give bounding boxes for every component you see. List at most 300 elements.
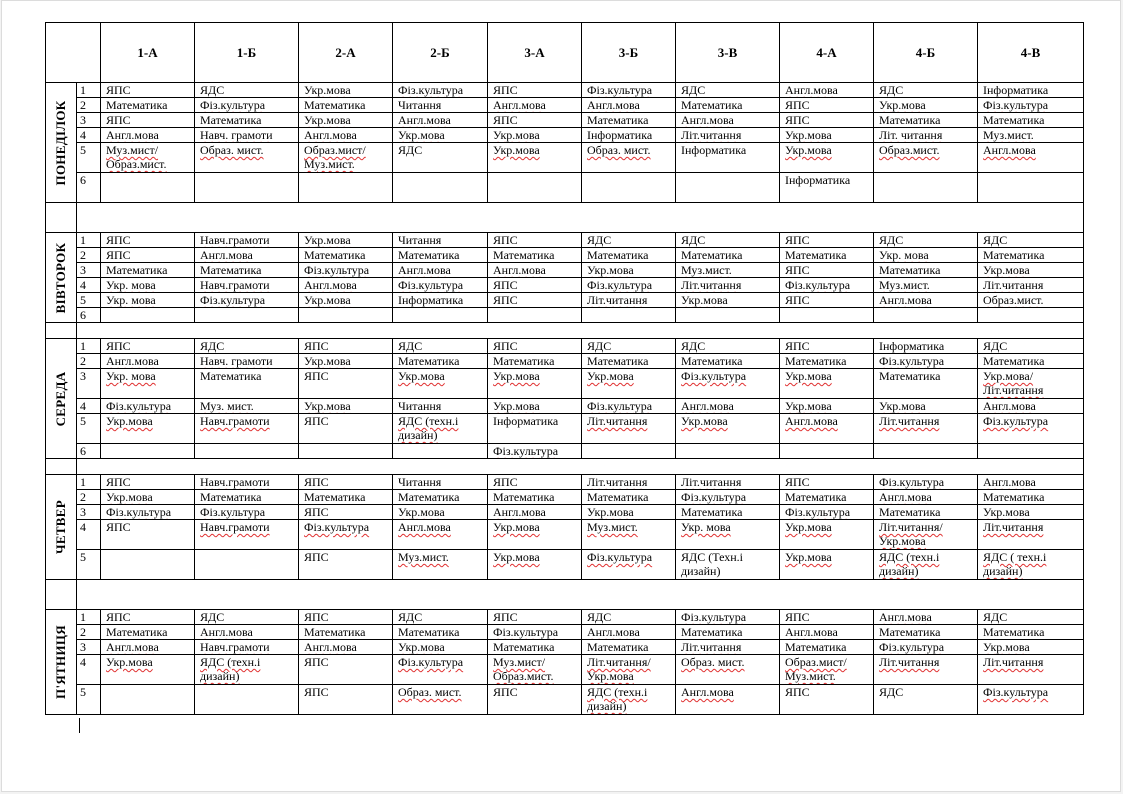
lesson-cell[interactable] [195,83,299,98]
lesson-cell[interactable] [676,520,780,550]
lesson-cell[interactable] [488,685,582,715]
lesson-cell[interactable] [195,369,299,399]
lesson-cell[interactable] [488,399,582,414]
lesson-cell[interactable] [780,278,874,293]
lesson-cell[interactable] [874,520,978,550]
lesson-cell[interactable] [676,263,780,278]
lesson-cell[interactable] [488,475,582,490]
lesson-cell[interactable] [874,399,978,414]
lesson-cell[interactable] [195,278,299,293]
lesson-cell[interactable] [195,475,299,490]
lesson-cell[interactable] [780,233,874,248]
lesson-cell[interactable] [582,369,676,399]
lesson-cell[interactable] [101,520,195,550]
lesson-cell[interactable] [874,308,978,323]
lesson-cell[interactable] [101,505,195,520]
lesson-cell[interactable] [676,128,780,143]
lesson-cell[interactable] [101,625,195,640]
lesson-cell[interactable] [780,308,874,323]
lesson-cell[interactable] [780,173,874,203]
lesson-cell[interactable] [299,444,393,459]
lesson-cell[interactable] [393,640,488,655]
lesson-cell[interactable] [393,98,488,113]
lesson-cell[interactable] [978,490,1084,505]
lesson-cell[interactable] [488,640,582,655]
lesson-cell[interactable] [874,98,978,113]
lesson-cell[interactable] [676,640,780,655]
lesson-cell[interactable] [101,414,195,444]
lesson-cell[interactable] [488,83,582,98]
lesson-cell[interactable] [582,308,676,323]
lesson-cell[interactable] [978,339,1084,354]
lesson-cell[interactable] [978,610,1084,625]
lesson-cell[interactable] [978,414,1084,444]
lesson-cell[interactable] [195,293,299,308]
lesson-cell[interactable] [978,173,1084,203]
lesson-cell[interactable] [780,339,874,354]
lesson-cell[interactable] [978,685,1084,715]
lesson-cell[interactable] [393,143,488,173]
lesson-cell[interactable] [393,550,488,580]
lesson-number[interactable]: 5 [77,293,101,308]
lesson-cell[interactable] [393,128,488,143]
lesson-cell[interactable] [195,113,299,128]
lesson-cell[interactable] [195,655,299,685]
lesson-cell[interactable] [393,233,488,248]
lesson-cell[interactable] [101,339,195,354]
lesson-cell[interactable] [874,369,978,399]
lesson-cell[interactable] [393,475,488,490]
lesson-cell[interactable] [195,520,299,550]
lesson-cell[interactable] [393,339,488,354]
lesson-cell[interactable] [299,308,393,323]
lesson-cell[interactable] [488,173,582,203]
lesson-cell[interactable] [780,263,874,278]
lesson-cell[interactable] [488,128,582,143]
lesson-cell[interactable] [101,369,195,399]
lesson-cell[interactable] [101,475,195,490]
lesson-cell[interactable] [676,505,780,520]
lesson-cell[interactable] [488,444,582,459]
lesson-cell[interactable] [582,414,676,444]
lesson-cell[interactable] [780,354,874,369]
lesson-cell[interactable] [780,444,874,459]
lesson-cell[interactable] [101,83,195,98]
lesson-cell[interactable] [780,505,874,520]
lesson-number[interactable]: 4 [77,655,101,685]
lesson-cell[interactable] [101,490,195,505]
lesson-number[interactable]: 5 [77,550,101,580]
lesson-cell[interactable] [195,505,299,520]
lesson-number[interactable]: 3 [77,640,101,655]
lesson-cell[interactable] [978,640,1084,655]
lesson-cell[interactable] [582,505,676,520]
lesson-cell[interactable] [874,640,978,655]
lesson-number[interactable]: 5 [77,414,101,444]
lesson-cell[interactable] [195,550,299,580]
lesson-cell[interactable] [393,625,488,640]
lesson-cell[interactable] [582,278,676,293]
lesson-cell[interactable] [874,128,978,143]
lesson-cell[interactable] [978,128,1084,143]
lesson-cell[interactable] [874,475,978,490]
lesson-cell[interactable] [299,640,393,655]
lesson-cell[interactable] [676,655,780,685]
lesson-cell[interactable] [488,339,582,354]
lesson-cell[interactable] [299,248,393,263]
lesson-cell[interactable] [676,399,780,414]
lesson-number[interactable]: 1 [77,339,101,354]
lesson-cell[interactable] [195,610,299,625]
lesson-cell[interactable] [101,399,195,414]
lesson-cell[interactable] [676,354,780,369]
lesson-number[interactable]: 3 [77,263,101,278]
lesson-cell[interactable] [874,233,978,248]
lesson-cell[interactable] [195,444,299,459]
lesson-cell[interactable] [101,444,195,459]
lesson-cell[interactable] [582,475,676,490]
lesson-cell[interactable] [874,263,978,278]
lesson-cell[interactable] [978,308,1084,323]
lesson-cell[interactable] [299,414,393,444]
lesson-cell[interactable] [299,685,393,715]
lesson-cell[interactable] [582,399,676,414]
lesson-cell[interactable] [299,625,393,640]
lesson-cell[interactable] [488,625,582,640]
lesson-cell[interactable] [299,505,393,520]
lesson-cell[interactable] [299,520,393,550]
lesson-cell[interactable] [488,233,582,248]
lesson-cell[interactable] [393,83,488,98]
lesson-cell[interactable] [780,655,874,685]
lesson-cell[interactable] [978,505,1084,520]
lesson-cell[interactable] [393,354,488,369]
lesson-cell[interactable] [393,293,488,308]
lesson-cell[interactable] [676,83,780,98]
lesson-cell[interactable] [393,308,488,323]
lesson-number[interactable]: 6 [77,308,101,323]
lesson-cell[interactable] [488,655,582,685]
lesson-cell[interactable] [101,293,195,308]
lesson-cell[interactable] [488,610,582,625]
lesson-cell[interactable] [780,248,874,263]
lesson-cell[interactable] [101,610,195,625]
lesson-cell[interactable] [978,263,1084,278]
lesson-cell[interactable] [978,98,1084,113]
lesson-cell[interactable] [582,173,676,203]
lesson-cell[interactable] [582,550,676,580]
lesson-cell[interactable] [393,278,488,293]
lesson-cell[interactable] [780,475,874,490]
lesson-cell[interactable] [393,520,488,550]
lesson-cell[interactable] [488,354,582,369]
lesson-cell[interactable] [874,414,978,444]
lesson-number[interactable]: 3 [77,505,101,520]
lesson-cell[interactable] [488,520,582,550]
lesson-number[interactable]: 2 [77,248,101,263]
lesson-number[interactable]: 2 [77,98,101,113]
lesson-cell[interactable] [195,173,299,203]
lesson-cell[interactable] [299,399,393,414]
lesson-cell[interactable] [299,475,393,490]
lesson-cell[interactable] [676,625,780,640]
lesson-cell[interactable] [195,128,299,143]
lesson-cell[interactable] [582,625,676,640]
lesson-cell[interactable] [393,655,488,685]
lesson-cell[interactable] [978,113,1084,128]
lesson-cell[interactable] [101,233,195,248]
lesson-cell[interactable] [488,308,582,323]
lesson-number[interactable]: 1 [77,233,101,248]
lesson-cell[interactable] [101,113,195,128]
lesson-cell[interactable] [676,293,780,308]
lesson-cell[interactable] [874,293,978,308]
lesson-cell[interactable] [780,369,874,399]
lesson-cell[interactable] [780,414,874,444]
lesson-cell[interactable] [488,550,582,580]
lesson-cell[interactable] [874,248,978,263]
lesson-cell[interactable] [393,414,488,444]
lesson-cell[interactable] [582,685,676,715]
lesson-cell[interactable] [299,173,393,203]
lesson-cell[interactable] [393,369,488,399]
lesson-cell[interactable] [195,490,299,505]
lesson-cell[interactable] [299,233,393,248]
lesson-cell[interactable] [582,248,676,263]
lesson-cell[interactable] [488,263,582,278]
lesson-cell[interactable] [582,610,676,625]
lesson-cell[interactable] [101,354,195,369]
lesson-number[interactable]: 3 [77,369,101,399]
lesson-cell[interactable] [582,233,676,248]
lesson-cell[interactable] [582,98,676,113]
lesson-cell[interactable] [582,83,676,98]
lesson-cell[interactable] [195,143,299,173]
lesson-cell[interactable] [195,685,299,715]
lesson-cell[interactable] [101,173,195,203]
lesson-number[interactable]: 4 [77,128,101,143]
lesson-cell[interactable] [299,490,393,505]
lesson-cell[interactable] [488,490,582,505]
lesson-cell[interactable] [488,505,582,520]
lesson-cell[interactable] [676,98,780,113]
lesson-cell[interactable] [978,248,1084,263]
lesson-cell[interactable] [488,278,582,293]
lesson-cell[interactable] [195,339,299,354]
lesson-cell[interactable] [101,98,195,113]
lesson-cell[interactable] [582,143,676,173]
lesson-cell[interactable] [780,520,874,550]
lesson-cell[interactable] [299,143,393,173]
lesson-cell[interactable] [488,113,582,128]
lesson-cell[interactable] [780,550,874,580]
lesson-cell[interactable] [393,113,488,128]
lesson-cell[interactable] [676,233,780,248]
lesson-cell[interactable] [488,98,582,113]
lesson-cell[interactable] [393,399,488,414]
lesson-cell[interactable] [874,490,978,505]
lesson-cell[interactable] [299,550,393,580]
lesson-cell[interactable] [780,293,874,308]
lesson-cell[interactable] [874,610,978,625]
lesson-cell[interactable] [299,655,393,685]
lesson-cell[interactable] [978,550,1084,580]
lesson-cell[interactable] [393,444,488,459]
lesson-cell[interactable] [676,339,780,354]
lesson-cell[interactable] [978,475,1084,490]
lesson-cell[interactable] [582,128,676,143]
lesson-number[interactable]: 1 [77,83,101,98]
lesson-cell[interactable] [780,490,874,505]
lesson-cell[interactable] [488,248,582,263]
lesson-cell[interactable] [874,83,978,98]
lesson-number[interactable]: 5 [77,685,101,715]
lesson-cell[interactable] [582,339,676,354]
lesson-number[interactable]: 6 [77,173,101,203]
lesson-cell[interactable] [874,278,978,293]
lesson-cell[interactable] [676,113,780,128]
lesson-cell[interactable] [582,113,676,128]
lesson-cell[interactable] [676,610,780,625]
lesson-cell[interactable] [874,354,978,369]
lesson-cell[interactable] [393,490,488,505]
lesson-number[interactable]: 2 [77,354,101,369]
lesson-cell[interactable] [393,610,488,625]
lesson-cell[interactable] [978,354,1084,369]
lesson-cell[interactable] [780,625,874,640]
lesson-cell[interactable] [874,339,978,354]
lesson-cell[interactable] [195,263,299,278]
lesson-cell[interactable] [978,520,1084,550]
lesson-cell[interactable] [299,128,393,143]
lesson-cell[interactable] [582,444,676,459]
lesson-cell[interactable] [978,655,1084,685]
lesson-cell[interactable] [101,640,195,655]
lesson-cell[interactable] [195,640,299,655]
lesson-cell[interactable] [101,248,195,263]
lesson-cell[interactable] [874,143,978,173]
lesson-cell[interactable] [299,339,393,354]
lesson-cell[interactable] [299,354,393,369]
lesson-cell[interactable] [676,685,780,715]
lesson-cell[interactable] [101,278,195,293]
lesson-cell[interactable] [978,444,1084,459]
lesson-cell[interactable] [978,625,1084,640]
lesson-cell[interactable] [676,173,780,203]
lesson-cell[interactable] [195,414,299,444]
lesson-cell[interactable] [978,399,1084,414]
lesson-cell[interactable] [582,520,676,550]
lesson-cell[interactable] [488,293,582,308]
lesson-cell[interactable] [582,263,676,278]
lesson-cell[interactable] [676,143,780,173]
lesson-cell[interactable] [101,655,195,685]
lesson-cell[interactable] [676,308,780,323]
lesson-cell[interactable] [582,354,676,369]
lesson-cell[interactable] [780,399,874,414]
lesson-cell[interactable] [299,83,393,98]
lesson-cell[interactable] [299,98,393,113]
lesson-cell[interactable] [101,263,195,278]
lesson-cell[interactable] [780,610,874,625]
lesson-cell[interactable] [874,655,978,685]
lesson-cell[interactable] [195,98,299,113]
lesson-cell[interactable] [488,143,582,173]
lesson-cell[interactable] [676,369,780,399]
lesson-cell[interactable] [780,143,874,173]
lesson-number[interactable]: 2 [77,625,101,640]
lesson-cell[interactable] [393,685,488,715]
lesson-cell[interactable] [299,113,393,128]
lesson-cell[interactable] [978,143,1084,173]
lesson-cell[interactable] [101,685,195,715]
lesson-number[interactable]: 4 [77,399,101,414]
lesson-number[interactable]: 1 [77,475,101,490]
lesson-number[interactable]: 2 [77,490,101,505]
lesson-cell[interactable] [488,414,582,444]
lesson-cell[interactable] [978,278,1084,293]
lesson-cell[interactable] [393,263,488,278]
lesson-cell[interactable] [582,293,676,308]
lesson-cell[interactable] [299,610,393,625]
lesson-number[interactable]: 5 [77,143,101,173]
lesson-cell[interactable] [874,505,978,520]
lesson-cell[interactable] [780,685,874,715]
lesson-cell[interactable] [101,550,195,580]
lesson-cell[interactable] [393,248,488,263]
lesson-cell[interactable] [874,113,978,128]
lesson-cell[interactable] [393,505,488,520]
lesson-cell[interactable] [874,173,978,203]
lesson-cell[interactable] [582,655,676,685]
lesson-cell[interactable] [582,640,676,655]
lesson-cell[interactable] [780,128,874,143]
lesson-cell[interactable] [676,475,780,490]
lesson-cell[interactable] [195,233,299,248]
lesson-cell[interactable] [874,625,978,640]
lesson-cell[interactable] [780,83,874,98]
lesson-cell[interactable] [101,143,195,173]
lesson-cell[interactable] [874,550,978,580]
lesson-cell[interactable] [195,354,299,369]
lesson-cell[interactable] [299,263,393,278]
lesson-number[interactable]: 4 [77,278,101,293]
lesson-cell[interactable] [393,173,488,203]
lesson-number[interactable]: 1 [77,610,101,625]
lesson-cell[interactable] [488,369,582,399]
lesson-cell[interactable] [299,369,393,399]
lesson-cell[interactable] [978,83,1084,98]
lesson-cell[interactable] [299,278,393,293]
lesson-cell[interactable] [582,490,676,505]
lesson-cell[interactable] [299,293,393,308]
lesson-cell[interactable] [195,625,299,640]
lesson-cell[interactable] [676,278,780,293]
lesson-cell[interactable] [676,490,780,505]
lesson-cell[interactable] [978,233,1084,248]
lesson-cell[interactable] [195,248,299,263]
lesson-cell[interactable] [780,113,874,128]
lesson-cell[interactable] [676,248,780,263]
lesson-cell[interactable] [676,414,780,444]
lesson-cell[interactable] [978,369,1084,399]
lesson-cell[interactable] [874,444,978,459]
lesson-number[interactable]: 6 [77,444,101,459]
lesson-number[interactable]: 3 [77,113,101,128]
lesson-cell[interactable] [101,128,195,143]
lesson-cell[interactable] [780,640,874,655]
lesson-cell[interactable] [676,444,780,459]
